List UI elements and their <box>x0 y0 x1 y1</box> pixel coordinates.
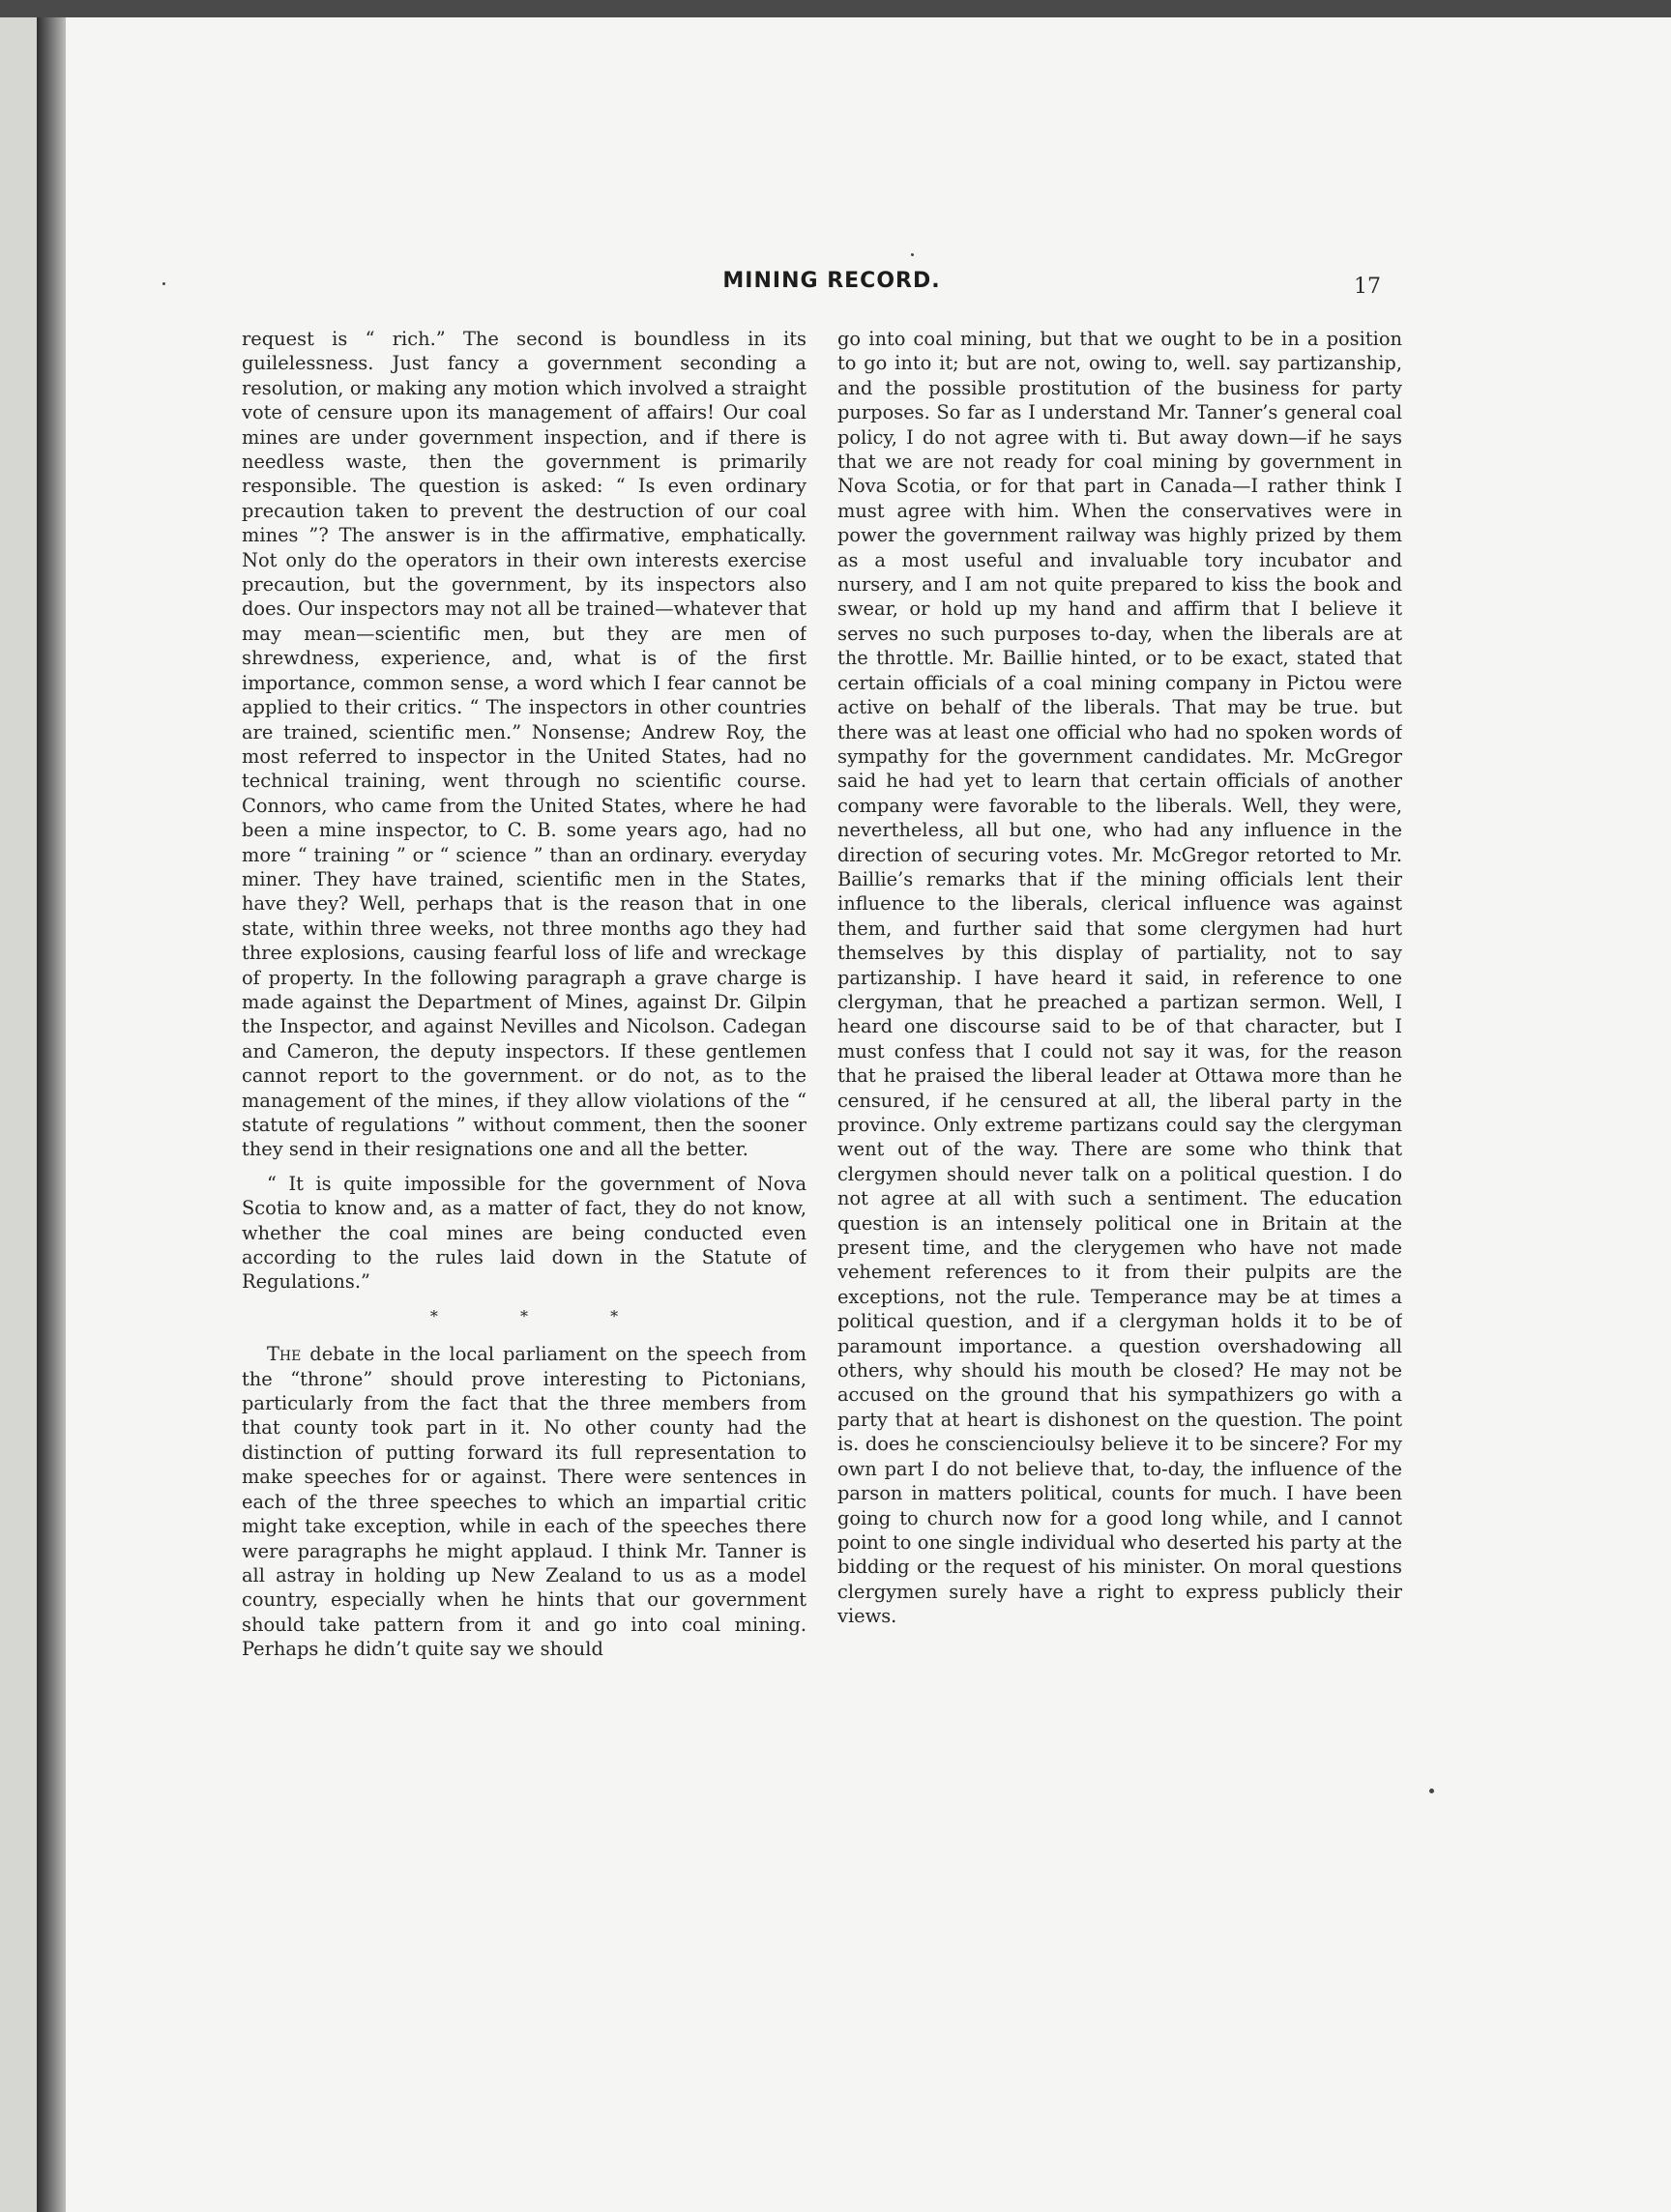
page-number: 17 <box>1354 275 1381 299</box>
scan-border-top <box>0 0 1671 17</box>
left-paragraph-debate-text: debate in the local parliament on the speech from the “throne” should prove interesting to Pictonians, particularly from the fact that the three members from that county took part in it. No other county had the distinction of putting forward its full representation to make speeches for or against. There were sentences in each of the three speeches to which an impartial critic might take exception, while in each of the speeches there were paragraphs he might applaud. I think Mr. Tanner is all astray in holding up New Zealand to us as a model country, especially when he hints that our government should take pattern from it and go into coal mining. Perhaps he didn’t quite say we should <box>242 1343 806 1661</box>
scan-border-left <box>0 17 37 2212</box>
left-column <box>242 327 806 1970</box>
right-column <box>837 327 1402 1970</box>
right-paragraph-1: go into coal mining, but that we ought to be in a position to go into it; but are not, owing to, well. say partizanship, and the possible prostitution of the business for party purposes. So far as I understand Mr. Tanner’s general coal policy, I do not agree with ti. But away down—if he says that we are not ready for coal mining by government in Nova Scotia, or for that part in Canada—I rather think I must agree with him. When the conservatives were in power the government railway was highly prized by them as a most useful and invaluable tory incubator and nursery, and I am not quite prepared to kiss the book and swear, or hold up my hand and affirm that I believe it serves no such purposes to-day, when the liberals are at the throttle. Mr. Baillie hinted, or to be exact, stated that certain officials of a coal mining company in Pictou were active on behalf of the liberals. That may be true. but there was at least one official who had no spoken words of sympathy for the government candidates. Mr. McGregor said he had yet to learn that certain officials of another company were favorable to the liberals. Well, they were, nevertheless, all but one, who had any influence in the direction of securing votes. Mr. McGregor retorted to Mr. Baillie’s remarks that if the mining officials lent their influence to the liberals, clerical influence was against them, and further said that some clergymen had hurt themselves by this display of partiality, not to say partizanship. I have heard it said, in reference to one clergyman, that he preached a partizan sermon. Well, I heard one discourse said to be of that character, but I must confess that I could not say it was, for the reason that he praised the liberal leader at Ottawa more than he censured, if he censured at all, the liberal party in the province. Only extreme partizans could say the clergyman went out of the way. There are some who think that clergymen should never talk on a political question. I do not agree at all with such a sentiment. The education question is an intensely political one in Britain at the present time, and the clerygemen who have not made vehement references to it from their pulpits are the exceptions, not the rule. Temperance may be at times a political question, and if a clergyman holds it to be of paramount importance. a question overshadowing all others, why should his mouth be closed? He may not be accused on the ground that his sympathizers go with a party that at heart is dishonest on the question. The point is. does he consciencioulsy believe it to be sincere? For my own part I do not believe that, to-day, the influence of the parson in matters political, counts for much. I have been going to church now for a good long while, and I cannot point to one single individual who deserted his party at the bidding or the request of his minister. On moral questions clergymen surely have a right to express publicly their views. <box>837 328 1402 1628</box>
left-paragraph-1: request is “ rich.” The second is boundless in its guilelessness. Just fancy a government seconding a resolution, or making any motion which involved a straight vote of censure upon its management of affairs! Our coal mines are under government inspection, and if there is needless waste, then the government is primarily responsible. The question is asked: “ Is even ordinary precaution taken to prevent the destruction of our coal mines ”? The answer is in the affirmative, emphatically. Not only do the operators in their own interests exercise precaution, but the government, by its inspectors also does. Our inspectors may not all be trained—whatever that may mean—scientific men, but they are men of shrewdness, experience, and, what is of the first importance, common sense, a word which I fear cannot be applied to their critics. “ The inspectors in other countries are trained, scientific men.” Nonsense; Andrew Roy, the most referred to inspector in the United States, had no technical training, went through no scientific course. Connors, who came from the United States, where he had been a mine inspector, to C. B. some years ago, had no more “ training ” or “ science ” than an ordinary. everyday miner. They have trained, scientific men in the States, have they? Well, perhaps that is the reason that in one state, within three weeks, not three months ago they had three explosions, causing fearful loss of life and wreckage of property. In the following paragraph a grave charge is made against the Department of Mines, against Dr. Gilpin the Inspector, and against Nevilles and Nicolson. Cadegan and Cameron, the deputy inspectors. If these gentlemen cannot report to the government. or do not, as to the management of the mines, if they allow violations of the “ statute of regulations ” without comment, then the sooner they send in their resignations one and all the better. <box>242 328 806 1161</box>
section-separator: * * * <box>429 1306 658 1325</box>
scan-speck <box>162 282 165 285</box>
left-paragraph-quote: “ It is quite impossible for the government of Nova Scotia to know and, as a matter of fact, they do not know, whether the coal mines are being conducted even according to the rules laid down in the Statute of Regulations.” <box>242 1172 806 1294</box>
scan-speck <box>911 253 914 256</box>
left-paragraph-debate <box>242 1342 806 1661</box>
running-head: MINING RECORD. <box>722 269 941 293</box>
drop-lead-word: The <box>267 1343 302 1366</box>
scan-speck <box>1429 1789 1434 1793</box>
book-spine-shadow <box>37 17 66 2212</box>
